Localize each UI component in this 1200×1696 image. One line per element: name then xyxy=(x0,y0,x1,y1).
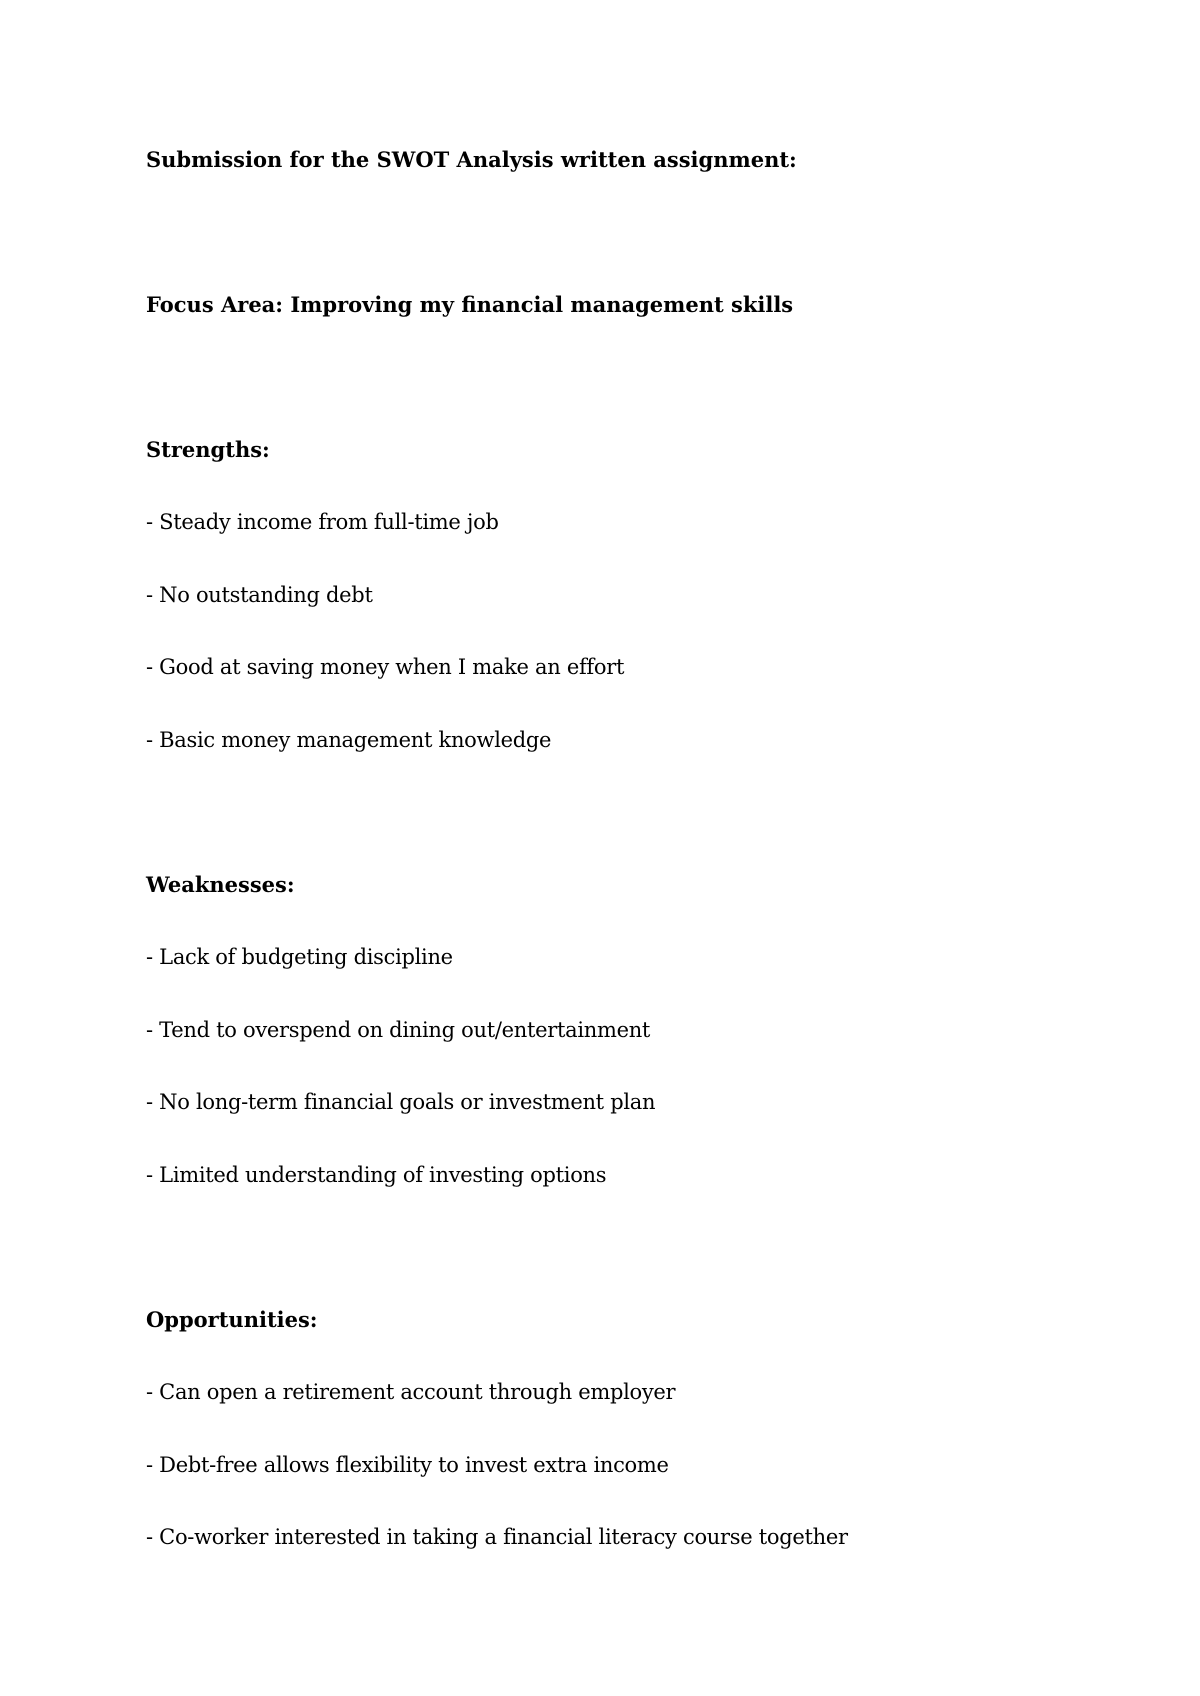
opportunities-item: - Co-worker interested in taking a financial literacy course together xyxy=(146,1525,848,1549)
weaknesses-heading: Weaknesses: xyxy=(146,872,295,897)
weaknesses-item: - No long-term financial goals or investment plan xyxy=(146,1090,656,1114)
weaknesses-item: - Lack of budgeting discipline xyxy=(146,945,453,969)
strengths-item: - Good at saving money when I make an effort xyxy=(146,655,625,679)
strengths-item: - No outstanding debt xyxy=(146,583,373,607)
weaknesses-item: - Limited understanding of investing options xyxy=(146,1163,607,1187)
document-title: Submission for the SWOT Analysis written assignment: xyxy=(146,147,797,172)
focus-area-heading: Focus Area: Improving my financial management skills xyxy=(146,292,794,317)
opportunities-heading: Opportunities: xyxy=(146,1307,318,1332)
strengths-item: - Basic money management knowledge xyxy=(146,728,552,752)
opportunities-item: - Can open a retirement account through employer xyxy=(146,1380,676,1404)
weaknesses-item: - Tend to overspend on dining out/entertainment xyxy=(146,1018,651,1042)
strengths-item: - Steady income from full-time job xyxy=(146,510,499,534)
opportunities-item: - Debt-free allows flexibility to invest extra income xyxy=(146,1453,669,1477)
strengths-heading: Strengths: xyxy=(146,437,270,462)
